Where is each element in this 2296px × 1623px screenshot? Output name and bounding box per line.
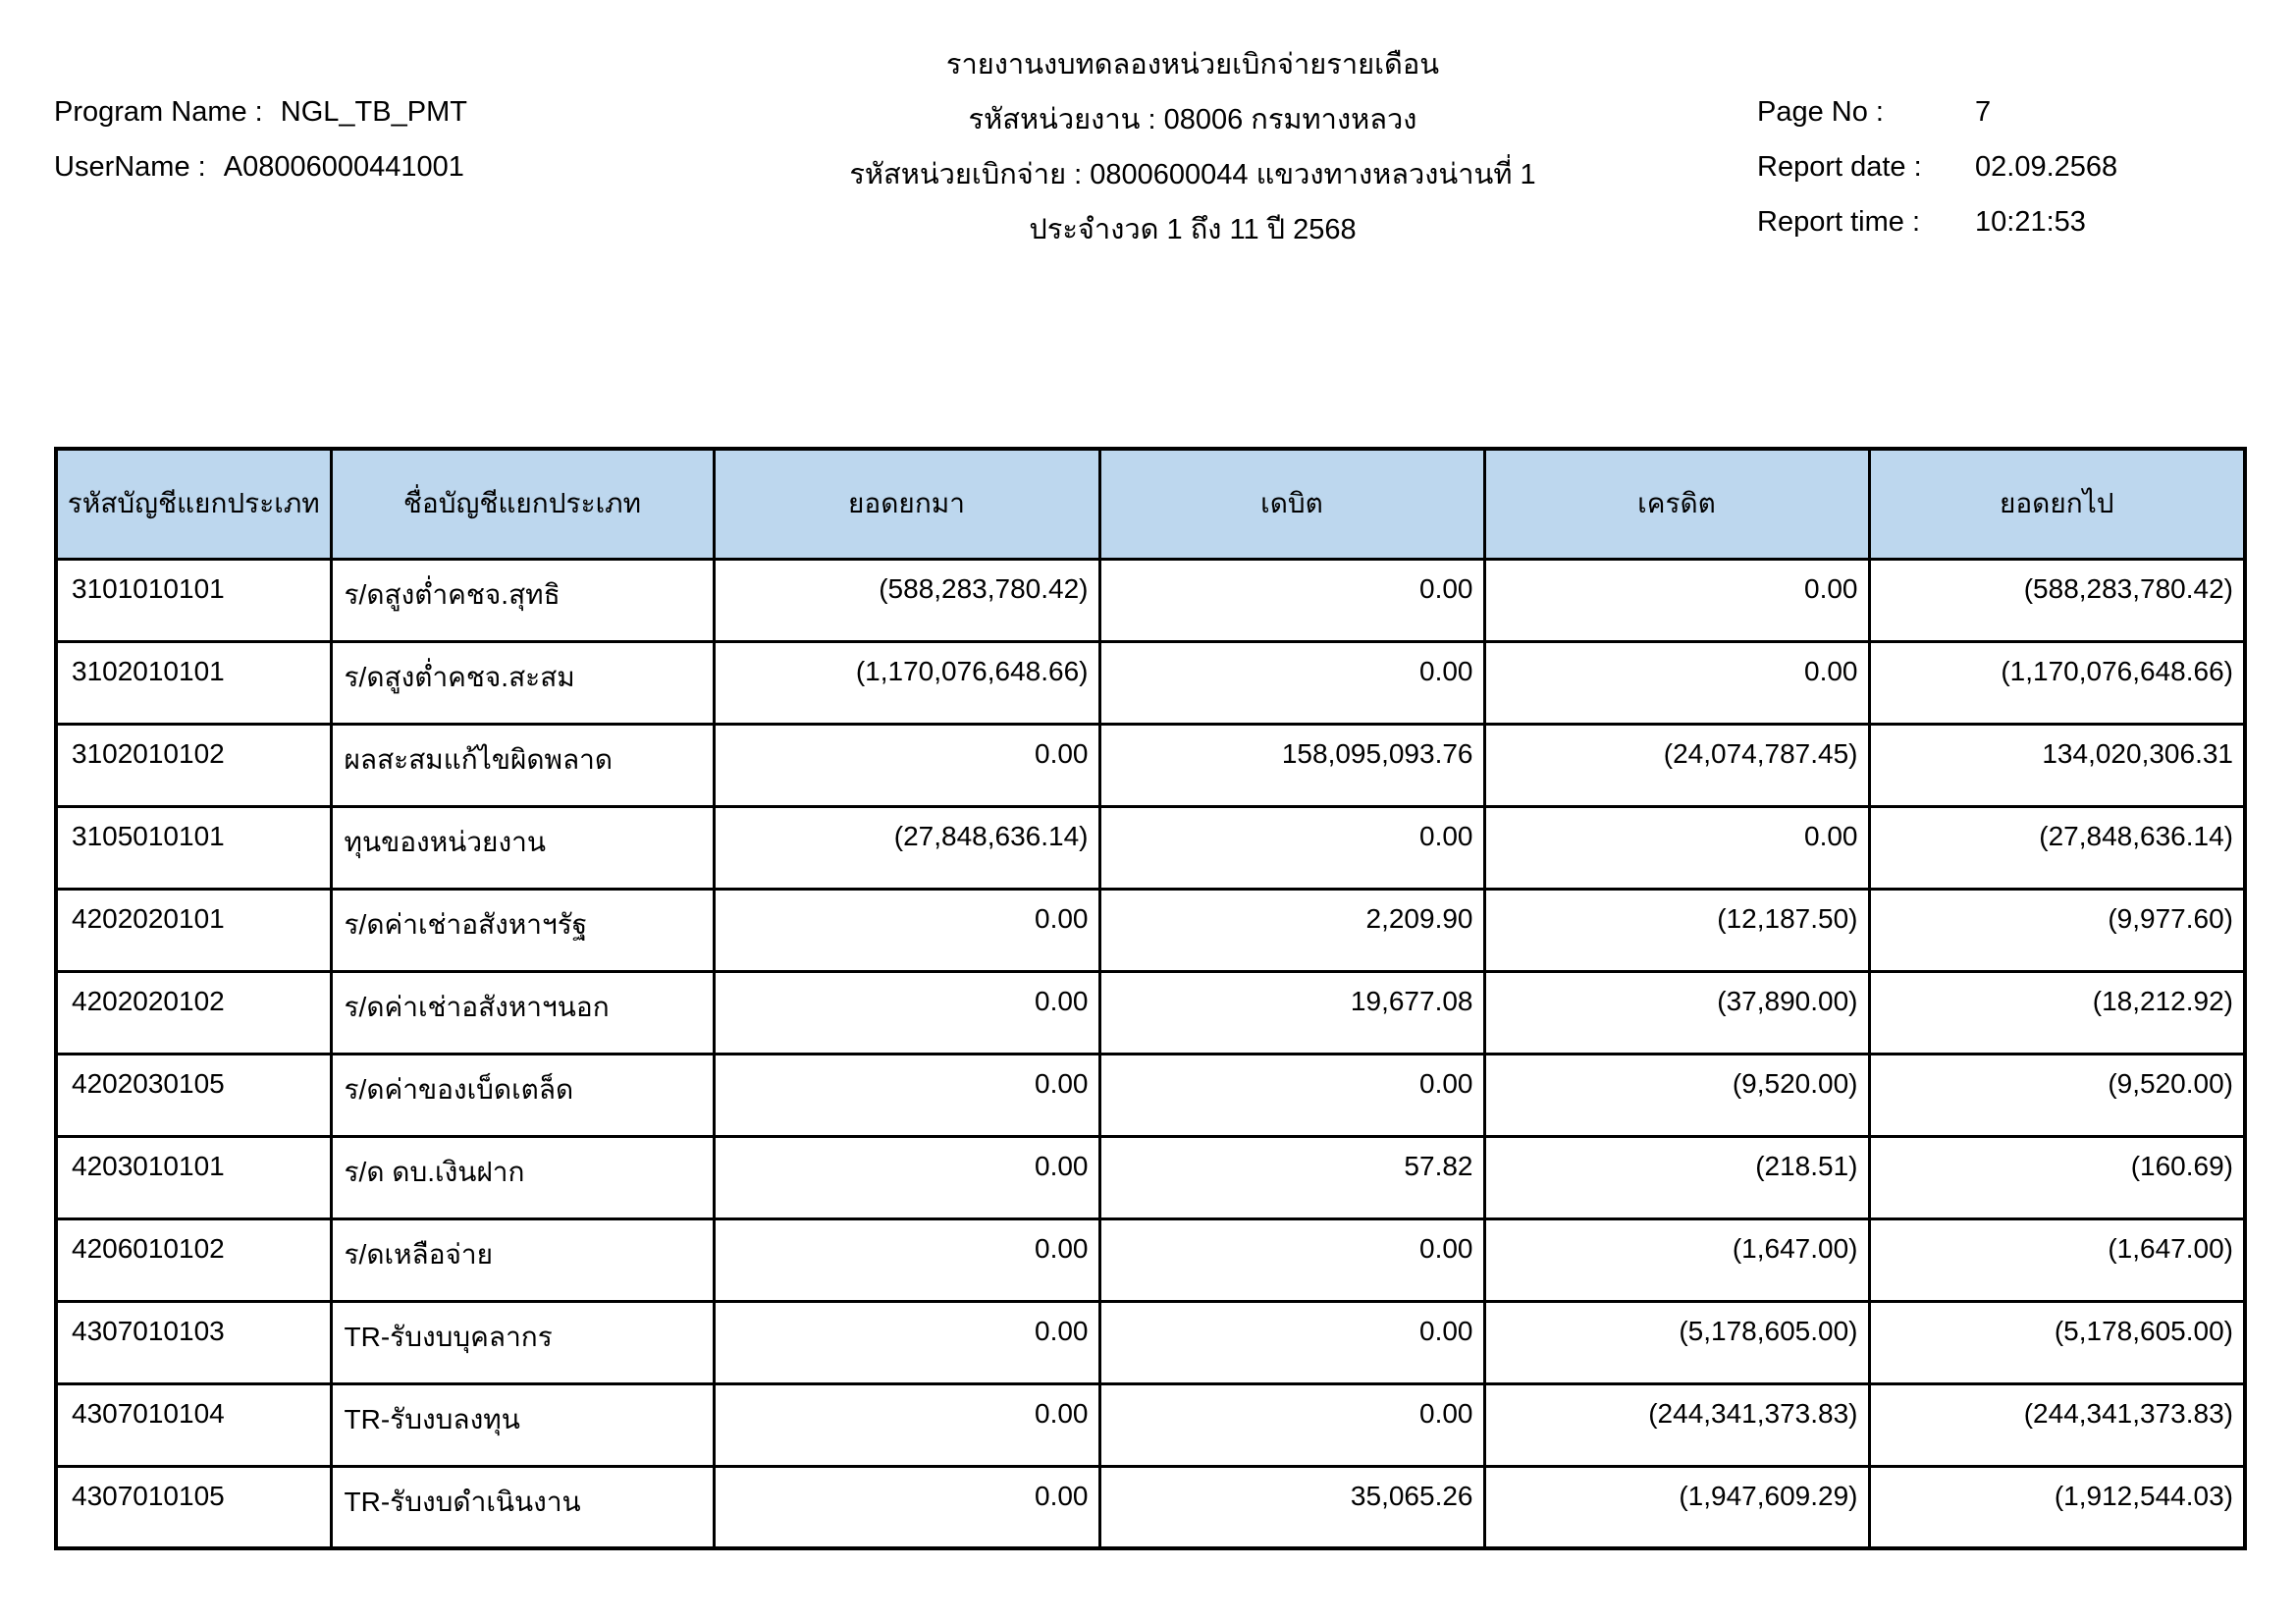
closing-balance-cell: (244,341,373.83) <box>1869 1383 2245 1466</box>
opening-balance-cell: (588,283,780.42) <box>714 559 1099 641</box>
opening-balance-cell: 0.00 <box>714 1218 1099 1301</box>
opening-balance-cell: (1,170,076,648.66) <box>714 641 1099 724</box>
opening-balance-cell: 0.00 <box>714 1054 1099 1136</box>
table-row <box>56 1054 2245 1136</box>
credit-cell: (9,520.00) <box>1484 1054 1869 1136</box>
account-name-cell: ผลสะสมแก้ไขผิดพลาด <box>331 724 714 806</box>
report-time-label: Report time : <box>1757 206 1920 238</box>
page-no-label: Page No : <box>1757 96 1884 128</box>
account-name-cell: TR-รับงบบุคลากร <box>331 1301 714 1383</box>
debit-cell: 0.00 <box>1099 1301 1484 1383</box>
account-name-cell: ทุนของหน่วยงาน <box>331 806 714 889</box>
table-row <box>56 806 2245 889</box>
closing-balance-cell: (18,212.92) <box>1869 971 2245 1054</box>
payment-unit-line: รหัสหน่วยเบิกจ่าย : 0800600044 แขวงทางหลวงน่านที่ 1 <box>849 159 1536 190</box>
account-name-cell: TR-รับงบดำเนินงาน <box>331 1466 714 1548</box>
account-name-cell: ร/ดสูงต่ำคชจ.สุทธิ <box>331 559 714 641</box>
account-code-cell: 4307010105 <box>56 1466 331 1548</box>
program-name-label: Program Name : <box>54 96 263 128</box>
table-row <box>56 724 2245 806</box>
report-date-value: 02.09.2568 <box>1975 151 2118 183</box>
account-code-cell: 3102010102 <box>56 724 331 806</box>
column-header-4: เครดิต <box>1484 449 1869 559</box>
closing-balance-cell: (1,912,544.03) <box>1869 1466 2245 1548</box>
credit-cell: (12,187.50) <box>1484 889 1869 971</box>
account-code-cell: 4202020101 <box>56 889 331 971</box>
credit-cell: (1,947,609.29) <box>1484 1466 1869 1548</box>
debit-cell: 0.00 <box>1099 1383 1484 1466</box>
opening-balance-cell: 0.00 <box>714 1383 1099 1466</box>
debit-cell: 19,677.08 <box>1099 971 1484 1054</box>
table-row <box>56 1136 2245 1218</box>
opening-balance-cell: 0.00 <box>714 889 1099 971</box>
account-code-cell: 4307010103 <box>56 1301 331 1383</box>
account-name-cell: ร/ดค่าของเบ็ดเตล็ด <box>331 1054 714 1136</box>
table-header-row <box>56 449 2245 559</box>
credit-cell: (24,074,787.45) <box>1484 724 1869 806</box>
account-name-cell: ร/ดเหลือจ่าย <box>331 1218 714 1301</box>
column-header-0: รหัสบัญชีแยกประเภท <box>56 449 331 559</box>
closing-balance-cell: (160.69) <box>1869 1136 2245 1218</box>
agency-code-line: รหัสหน่วยงาน : 08006 กรมทางหลวง <box>968 104 1417 135</box>
trial-balance-table <box>54 447 2247 1550</box>
account-name-cell: ร/ดค่าเช่าอสังหาฯรัฐ <box>331 889 714 971</box>
credit-cell: (218.51) <box>1484 1136 1869 1218</box>
table-row <box>56 971 2245 1054</box>
table-row <box>56 641 2245 724</box>
debit-cell: 57.82 <box>1099 1136 1484 1218</box>
report-time-value: 10:21:53 <box>1975 206 2086 238</box>
program-name-line <box>54 96 467 129</box>
program-name-value: NGL_TB_PMT <box>280 96 467 128</box>
credit-cell: 0.00 <box>1484 806 1869 889</box>
account-code-cell: 3101010101 <box>56 559 331 641</box>
debit-cell: 2,209.90 <box>1099 889 1484 971</box>
account-name-cell: ร/ดค่าเช่าอสังหาฯนอก <box>331 971 714 1054</box>
closing-balance-cell: (588,283,780.42) <box>1869 559 2245 641</box>
debit-cell: 35,065.26 <box>1099 1466 1484 1548</box>
account-code-cell: 4307010104 <box>56 1383 331 1466</box>
opening-balance-cell: 0.00 <box>714 1301 1099 1383</box>
report-title: รายงานงบทดลองหน่วยเบิกจ่ายรายเดือน <box>945 49 1440 81</box>
credit-cell: (244,341,373.83) <box>1484 1383 1869 1466</box>
debit-cell: 0.00 <box>1099 641 1484 724</box>
debit-cell: 0.00 <box>1099 559 1484 641</box>
closing-balance-cell: 134,020,306.31 <box>1869 724 2245 806</box>
column-header-3: เดบิต <box>1099 449 1484 559</box>
opening-balance-cell: 0.00 <box>714 724 1099 806</box>
closing-balance-cell: (5,178,605.00) <box>1869 1301 2245 1383</box>
column-header-2: ยอดยกมา <box>714 449 1099 559</box>
column-header-1: ชื่อบัญชีแยกประเภท <box>331 449 714 559</box>
debit-cell: 0.00 <box>1099 806 1484 889</box>
closing-balance-cell: (1,647.00) <box>1869 1218 2245 1301</box>
account-code-cell: 3105010101 <box>56 806 331 889</box>
opening-balance-cell: 0.00 <box>714 1136 1099 1218</box>
account-code-cell: 4202030105 <box>56 1054 331 1136</box>
debit-cell: 158,095,093.76 <box>1099 724 1484 806</box>
opening-balance-cell: 0.00 <box>714 1466 1099 1548</box>
period-line: ประจำงวด 1 ถึง 11 ปี 2568 <box>1029 214 1357 245</box>
credit-cell: (5,178,605.00) <box>1484 1301 1869 1383</box>
credit-cell: (37,890.00) <box>1484 971 1869 1054</box>
closing-balance-cell: (9,977.60) <box>1869 889 2245 971</box>
username-label: UserName : <box>54 151 206 183</box>
account-code-cell: 4206010102 <box>56 1218 331 1301</box>
closing-balance-cell: (27,848,636.14) <box>1869 806 2245 889</box>
account-name-cell: ร/ดสูงต่ำคชจ.สะสม <box>331 641 714 724</box>
account-name-cell: TR-รับงบลงทุน <box>331 1383 714 1466</box>
table-row <box>56 1466 2245 1548</box>
closing-balance-cell: (9,520.00) <box>1869 1054 2245 1136</box>
report-date-label: Report date : <box>1757 151 1922 183</box>
debit-cell: 0.00 <box>1099 1054 1484 1136</box>
username-value: A08006000441001 <box>223 151 464 183</box>
table-row <box>56 889 2245 971</box>
table-body <box>56 559 2245 1548</box>
table-row <box>56 1218 2245 1301</box>
column-header-5: ยอดยกไป <box>1869 449 2245 559</box>
credit-cell: 0.00 <box>1484 641 1869 724</box>
username-line <box>54 151 464 184</box>
closing-balance-cell: (1,170,076,648.66) <box>1869 641 2245 724</box>
table-row <box>56 1301 2245 1383</box>
account-code-cell: 3102010101 <box>56 641 331 724</box>
table-row <box>56 1383 2245 1466</box>
debit-cell: 0.00 <box>1099 1218 1484 1301</box>
page-no-value: 7 <box>1975 96 1992 128</box>
credit-cell: (1,647.00) <box>1484 1218 1869 1301</box>
opening-balance-cell: 0.00 <box>714 971 1099 1054</box>
credit-cell: 0.00 <box>1484 559 1869 641</box>
opening-balance-cell: (27,848,636.14) <box>714 806 1099 889</box>
account-code-cell: 4203010101 <box>56 1136 331 1218</box>
account-name-cell: ร/ด ดบ.เงินฝาก <box>331 1136 714 1218</box>
account-code-cell: 4202020102 <box>56 971 331 1054</box>
table-row <box>56 559 2245 641</box>
